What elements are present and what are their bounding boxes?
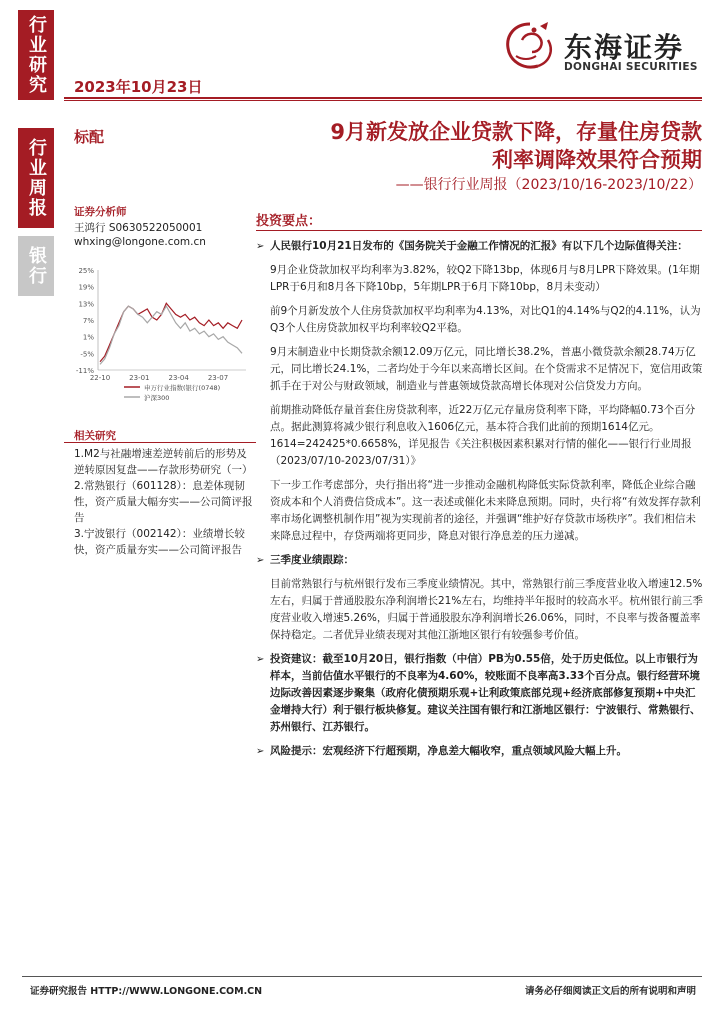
y-tick-label: 1% bbox=[82, 333, 94, 342]
related-item[interactable]: 1.M2与社融增速差逆转前后的形势及逆转原因复盘——存款形势研究（一） bbox=[74, 448, 253, 476]
related-divider bbox=[64, 442, 256, 443]
dragon-logo-icon bbox=[500, 18, 560, 74]
analyst-name: 王鸿行 S0630522050001 bbox=[74, 222, 203, 234]
report-title-line1: 9月新发放企业贷款下降，存量住房贷款 bbox=[330, 120, 702, 144]
report-subtitle: ——银行行业周报（2023/10/16-2023/10/22） bbox=[395, 177, 702, 193]
y-tick-label: 7% bbox=[82, 317, 94, 325]
key-points-divider bbox=[256, 230, 702, 231]
company-name: 东海证券 bbox=[564, 31, 685, 64]
sidebar-tab-bank: 银行 bbox=[18, 236, 54, 296]
footer-divider bbox=[22, 976, 702, 977]
x-tick-label: 23-07 bbox=[207, 374, 229, 382]
key-points-body bbox=[256, 238, 704, 760]
sidebar-tab-industry-research: 行业研究 bbox=[18, 10, 54, 100]
series-line-2 bbox=[100, 306, 242, 364]
related-research-heading: 相关研究 bbox=[74, 430, 116, 442]
x-tick-label: 23-04 bbox=[168, 374, 189, 382]
analyst-heading: 证券分析师 bbox=[74, 206, 127, 218]
sidebar-tab-industry-weekly: 行业周报 bbox=[18, 128, 54, 228]
header-divider bbox=[64, 97, 702, 99]
footer-website[interactable]: 证券研究报告 HTTP://WWW.LONGONE.COM.CN bbox=[30, 986, 263, 997]
key-points-heading: 投资要点： bbox=[256, 214, 322, 229]
index-performance-chart bbox=[64, 258, 252, 408]
related-item[interactable]: 2.常熟银行（601128）：息差体现韧性，资产质量大幅夯实——公司简评报告 bbox=[74, 480, 253, 524]
legend-label: 沪深300 bbox=[144, 394, 170, 402]
legend-label: 申万行业指数(银行(0748) bbox=[144, 384, 221, 392]
paragraph: 下一步工作考虑部分，央行指出将“进一步推动金融机构降低实际贷款利率，降低企业综合融资成本和个人消费信贷成本”。这一表述或催化未来降息预期。同时，央行将“有效发挥存款利率市场化调整机制作用”视为实现前者的途径，并强调“维护好存贷款市场秩序”。我们相信未来降息过程中，存贷两端将更同步，降息对银行净息差的压力递减。 bbox=[270, 479, 701, 542]
related-item[interactable]: 3.宁波银行（002142）：业绩增长较快，资产质量夯实——公司简评报告 bbox=[74, 528, 245, 556]
x-tick-label: 22-10 bbox=[89, 374, 111, 382]
y-tick-label: 19% bbox=[78, 283, 94, 292]
bullet-q3-results: ➢ 三季度业绩跟踪： bbox=[256, 552, 704, 569]
paragraph: 前期推动降低存量首套住房贷款利率，近22万亿元存量房贷利率下降，平均降幅0.73个百分点。据此测算将减少银行利息收入1606亿元，基本符合我们此前的预期1614亿元。1614=242425*0.6658%，详见报告《关注积极因素积累对行情的催化——银行行业周报（2023/07/10-2023/07/31）》 bbox=[270, 404, 696, 467]
report-title-line2: 利率调降效果符合预期 bbox=[492, 148, 702, 172]
bullet-risk-warning: ➢ 风险提示：宏观经济下行超预期，净息差大幅收窄，重点领域风险大幅上升。 bbox=[256, 743, 704, 760]
header-divider-thin bbox=[64, 100, 702, 101]
y-tick-label: -11% bbox=[75, 367, 94, 375]
analyst-email: whxing@longone.com.cn bbox=[74, 236, 206, 248]
paragraph: 9月末制造业中长期贷款余额12.09万亿元，同比增长38.2%，普惠小微贷款余额28.74万亿元，同比增长24.1%，二者均处于今年以来高增长区间。在个贷需求不足情况下，宽信用政策抓手在于对公与财政领域，制造业与普惠领域贷款高增长体现对公信贷发力方向。 bbox=[270, 346, 703, 392]
report-title bbox=[232, 118, 702, 174]
related-research-list bbox=[74, 446, 256, 558]
paragraph: 9月企业贷款加权平均利率为3.82%，较Q2下降13bp，体现6月与8月LPR下降效果。(1年期LPR于6月和8月各下降10bp，5年期LPR于6月下降10bp，8月未变动） bbox=[270, 264, 700, 293]
company-logo bbox=[500, 18, 704, 78]
y-tick-label: -5% bbox=[80, 350, 94, 359]
bullet-investment-advice: ➢ 投资建议：截至10月20日，银行指数（中信）PB为0.55倍，处于历史低位。以上市银行为样本，当前估值水平银行的不良率为4.60%，较账面不良率高3.33个百分点。银行经营环境边际改善因素逐步聚集（政府化债预期乐观+让利政策底部兑现+经济底部修复预期+中央汇金增持大行）利于银行板块修复。建议关注国有银行和江浙地区银行：宁波银行、常熟银行、苏州银行、江苏银行。 bbox=[256, 651, 704, 736]
x-tick-label: 23-01 bbox=[129, 374, 150, 382]
paragraph: 前9个月新发放个人住房贷款加权平均利率为4.13%，对比Q1的4.14%与Q2的4.11%，认为Q3个人住房贷款加权平均利率较Q2平稳。 bbox=[270, 305, 701, 334]
industry-rating: 标配 bbox=[74, 128, 105, 146]
paragraph: 目前常熟银行与杭州银行发布三季度业绩情况。其中，常熟银行前三季度营业收入增速12.5%左右，归属于普通股股东净利润增长21%左右，均维持半年报时的较高水平。杭州银行前三季度营业收入增速5.26%，归属于普通股股东净利润增长26.06%，同时，不良率与拨备覆盖率保持稳定。二者优异业绩表现对其他江浙地区银行有较强参考价值。 bbox=[270, 578, 703, 641]
bullet-pboc-report: ➢ 人民银行10月21日发布的《国务院关于金融工作情况的汇报》有以下几个边际值得关注： bbox=[256, 238, 704, 255]
report-date: 2023年10月23日 bbox=[74, 78, 203, 96]
footer-disclaimer: 请务必仔细阅读正文后的所有说明和声明 bbox=[524, 986, 696, 997]
y-tick-label: 25% bbox=[78, 267, 94, 275]
series-line-1 bbox=[100, 303, 242, 361]
y-tick-label: 13% bbox=[78, 300, 94, 309]
company-name-en: DONGHAI SECURITIES bbox=[564, 61, 698, 73]
